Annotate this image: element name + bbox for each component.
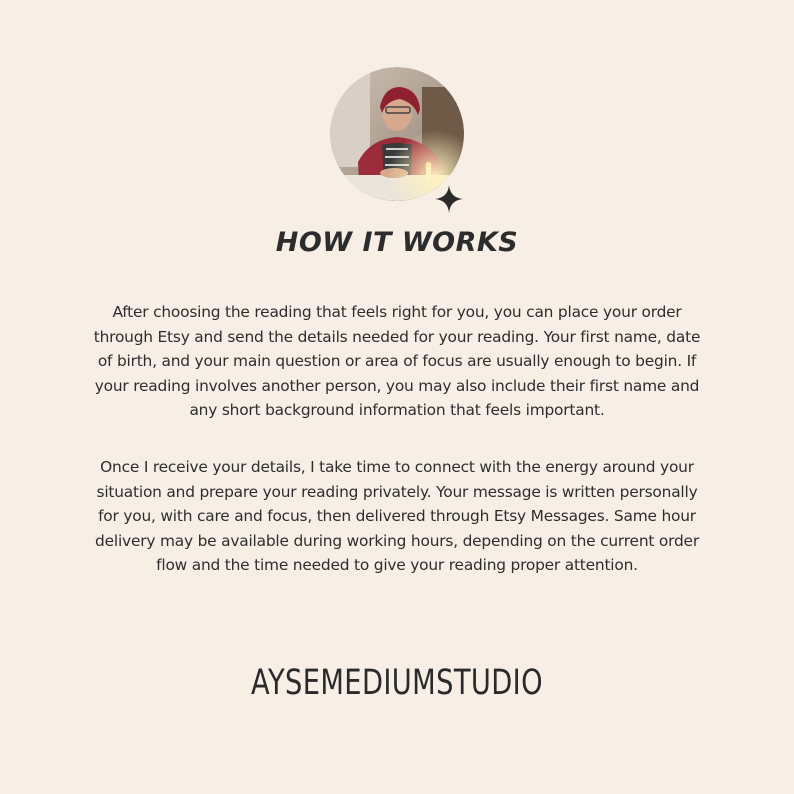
avatar: [330, 67, 464, 201]
sparkle-star-icon: [434, 184, 464, 214]
paragraph-delivery: Once I receive your details, I take time to connect with the energy around your situation and prepare your reading privately. Your message is written personally for you, with care and focus, then delivered through Etsy Messages. Same hour delivery may be available during working hours, depending on the current order flow and the time needed to give your reading proper attention.: [95, 458, 699, 574]
paragraph-ordering: After choosing the reading that feels right for you, you can place your order through Etsy and send the details needed for your reading. Your first name, date of birth, and your main question or area of focus are usually enough to begin. If your reading involves another person, you may also include their first name and any short background information that feels important.: [93, 303, 701, 419]
brand-name: AYSEMEDIUMSTUDIO: [250, 663, 544, 703]
avatar-container: [330, 67, 464, 201]
page-title: HOW IT WORKS: [275, 227, 519, 258]
